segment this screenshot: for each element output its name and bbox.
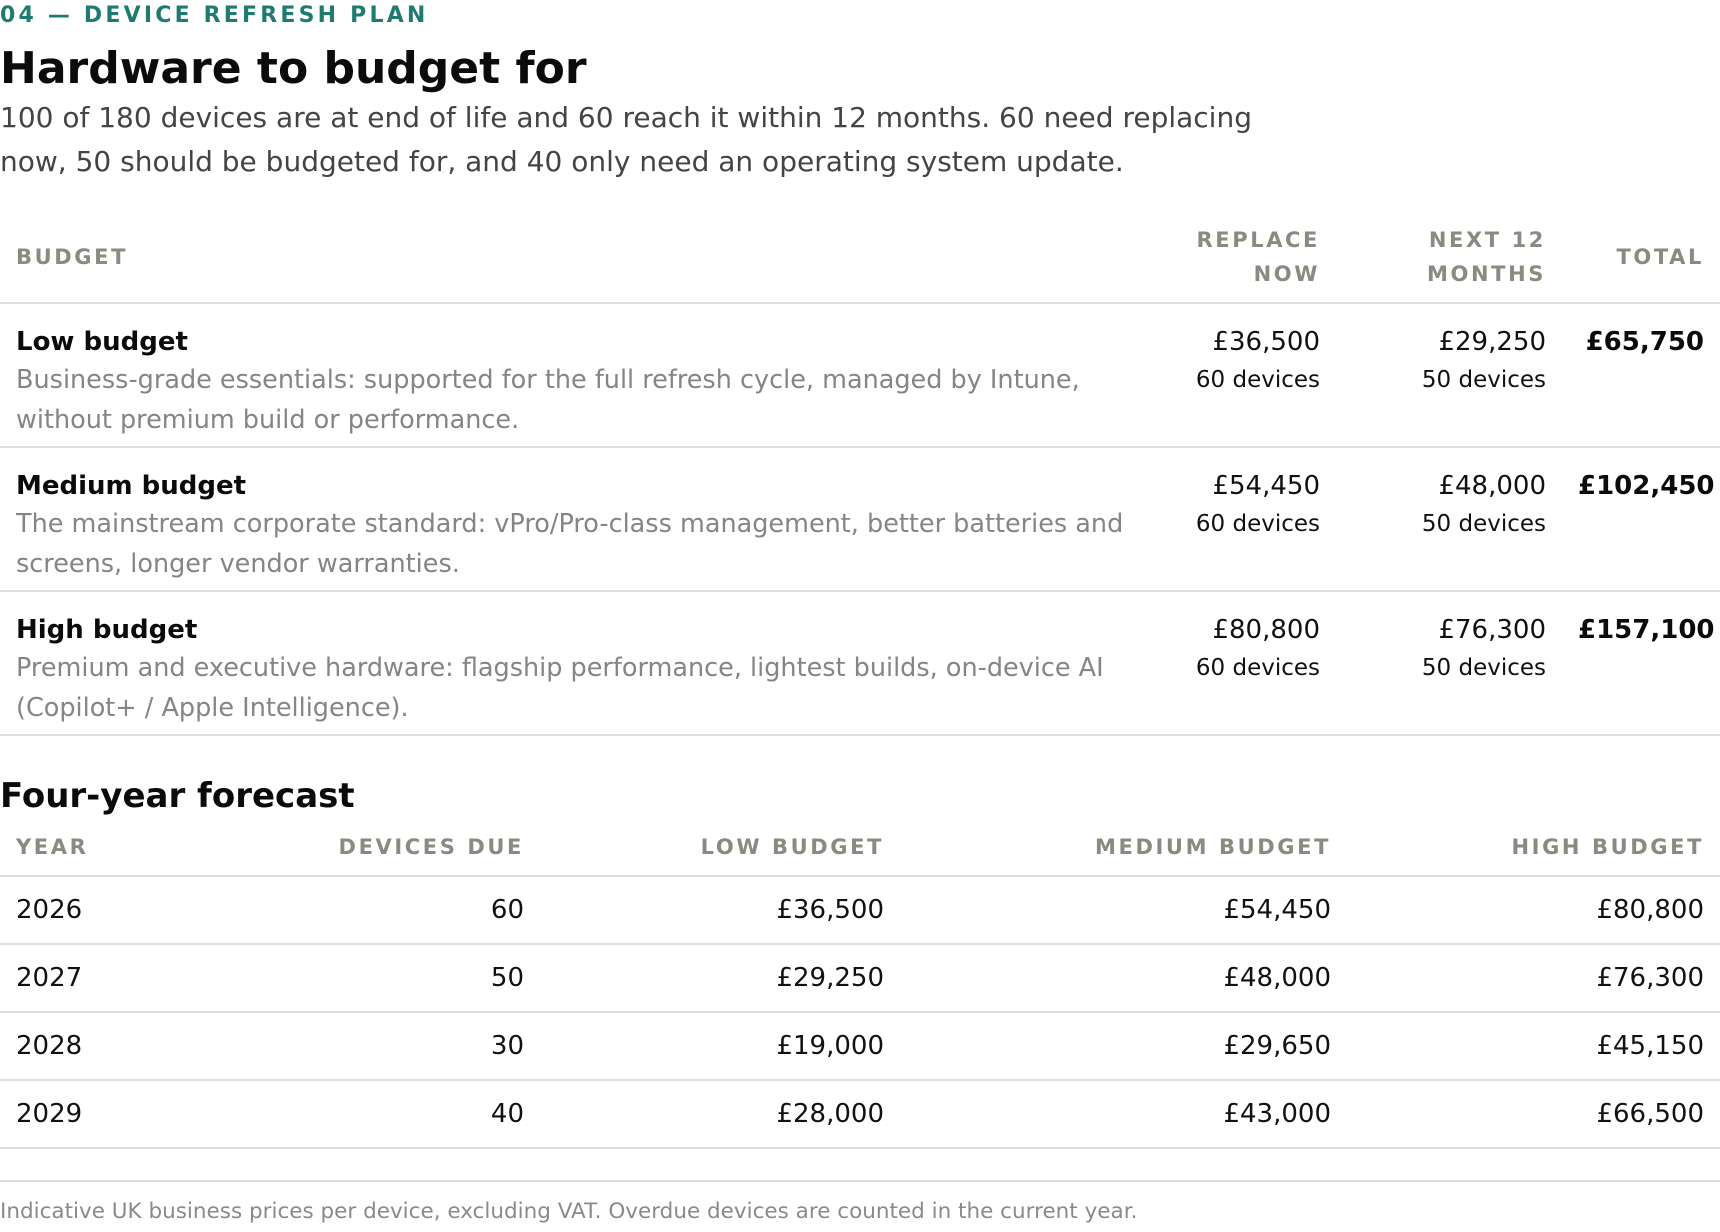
replace-now-amount: £36,500 [1212, 327, 1320, 357]
tier-description: Business-grade essentials: supported for the full refresh cycle, managed by Intune, without premium build or performance. [16, 365, 1080, 435]
footer-divider [0, 1180, 1720, 1182]
forecast-devices-due: 60 [290, 876, 540, 944]
forecast-low: £19,000 [540, 1012, 900, 1080]
forecast-devices-due: 30 [290, 1012, 540, 1080]
forecast-high: £76,300 [1347, 944, 1720, 1012]
replace-now-cell [1110, 591, 1336, 735]
replace-now-amount: £54,450 [1212, 471, 1320, 501]
forecast-row [0, 1080, 1720, 1148]
next-12-amount: £76,300 [1438, 615, 1546, 645]
forecast-low: £29,250 [540, 944, 900, 1012]
replace-now-amount: £80,800 [1212, 615, 1320, 645]
forecast-year: 2026 [0, 876, 290, 944]
budget-table-header-row [0, 212, 1720, 303]
tier-name: Low budget [16, 327, 188, 357]
tier-name: Medium budget [16, 471, 247, 501]
section-intro: 100 of 180 devices are at end of life and 60 reach it within 12 months. 60 need replacing now, 50 should be budgeted for, and 40 only need an operating system update. [0, 101, 1252, 178]
forecast-year: 2028 [0, 1012, 290, 1080]
total-cell [1562, 591, 1720, 735]
replace-now-devices: 60 devices [1195, 655, 1320, 681]
total-amount: £157,100 [1578, 615, 1715, 645]
forecast-medium: £43,000 [900, 1080, 1347, 1148]
replace-now-cell [1110, 303, 1336, 447]
forecast-row [0, 1012, 1720, 1080]
forecast-year: 2027 [0, 944, 290, 1012]
section-eyebrow: 04 — DEVICE REFRESH PLAN [0, 3, 429, 28]
total-cell [1562, 303, 1720, 447]
forecast-devices-due: 50 [290, 944, 540, 1012]
header-next-12-months: NEXT 12 MONTHS [1336, 212, 1562, 303]
next-12-cell [1336, 447, 1562, 591]
next-12-devices: 50 devices [1421, 655, 1546, 681]
next-12-cell [1336, 303, 1562, 447]
total-cell [1562, 447, 1720, 591]
budget-table [0, 212, 1720, 736]
section-title: Hardware to budget for [0, 43, 587, 94]
budget-row-high [0, 591, 1720, 735]
tier-description: Premium and executive hardware: flagship performance, lightest builds, on-device AI (Copilot+ / Apple Intelligence). [16, 653, 1104, 723]
next-12-devices: 50 devices [1421, 367, 1546, 393]
replace-now-devices: 60 devices [1195, 511, 1320, 537]
total-amount: £65,750 [1585, 327, 1704, 357]
header-high-budget: HIGH BUDGET [1347, 826, 1720, 876]
header-replace-now: REPLACE NOW [1110, 212, 1336, 303]
replace-now-cell [1110, 447, 1336, 591]
forecast-table [0, 826, 1720, 1149]
header-total: TOTAL [1562, 212, 1720, 303]
forecast-devices-due: 40 [290, 1080, 540, 1148]
next-12-cell [1336, 591, 1562, 735]
forecast-low: £28,000 [540, 1080, 900, 1148]
next-12-amount: £29,250 [1438, 327, 1546, 357]
forecast-row [0, 944, 1720, 1012]
forecast-high: £66,500 [1347, 1080, 1720, 1148]
forecast-medium: £48,000 [900, 944, 1347, 1012]
header-low-budget: LOW BUDGET [540, 826, 900, 876]
forecast-row [0, 876, 1720, 944]
tier-name: High budget [16, 615, 198, 645]
budget-row-medium [0, 447, 1720, 591]
header-devices-due: DEVICES DUE [290, 826, 540, 876]
forecast-title: Four-year forecast [0, 776, 355, 816]
header-medium-budget: MEDIUM BUDGET [900, 826, 1347, 876]
forecast-low: £36,500 [540, 876, 900, 944]
forecast-year: 2029 [0, 1080, 290, 1148]
forecast-high: £80,800 [1347, 876, 1720, 944]
header-budget: BUDGET [0, 212, 1110, 303]
tier-description: The mainstream corporate standard: vPro/Pro-class management, better batteries and screens, longer vendor warranties. [16, 509, 1124, 579]
footnote: Indicative UK business prices per device, excluding VAT. Overdue devices are counted in the current year. [0, 1199, 1138, 1224]
budget-tier-cell [0, 447, 1124, 591]
replace-now-devices: 60 devices [1195, 367, 1320, 393]
budget-tier-cell [0, 591, 1110, 735]
header-year: YEAR [0, 826, 290, 876]
total-amount: £102,450 [1578, 471, 1715, 501]
forecast-medium: £29,650 [900, 1012, 1347, 1080]
forecast-high: £45,150 [1347, 1012, 1720, 1080]
forecast-header-row [0, 826, 1720, 876]
budget-row-low [0, 303, 1720, 447]
forecast-medium: £54,450 [900, 876, 1347, 944]
next-12-devices: 50 devices [1421, 511, 1546, 537]
next-12-amount: £48,000 [1438, 471, 1546, 501]
budget-tier-cell [0, 303, 1110, 447]
